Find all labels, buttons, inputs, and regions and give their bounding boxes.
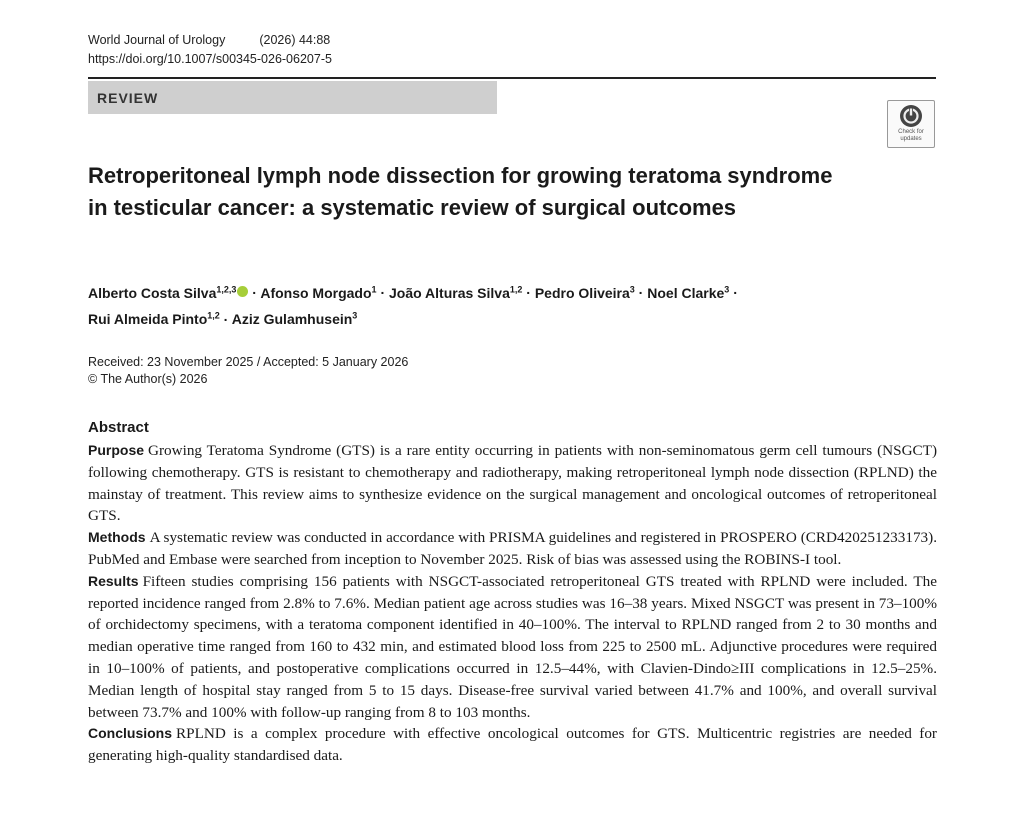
abstract-section-results: Results Fifteen studies comprising 156 patients with NSGCT-associated retroperitoneal GTS treated with RPLND were included. The reported incidence ranged from 2.8% to 7.6%. Median patient age across studies was 16–38 years. Mixed NSGCT was present in 73–100% of orchidectomy specimens, with a teratoma component identified in 40–100%. The interval to RPLND ranged from 2 to 30 months and median operative time ranged from 160 to 432 min, and estimated blood loss from 225 to 2500 mL. Adjunctive procedures were required in 10–100% of patients, and postoperative complications occurred in 12.5–44%, with Clavien-Dindo≥III complications in 12.5–25%. Median length of hospital stay ranged from 5 to 15 days. Disease-free survival varied between 41.7% and 100%, and overall survival between 73.7% and 100% with follow-up ranging from 8 to 103 months. <box>88 572 937 721</box>
author[interactable]: João Alturas Silva$^{1,2}$ <box>389 284 523 301</box>
author[interactable]: Rui Almeida Pinto$^{1,2}$ <box>88 310 220 328</box>
author[interactable]: Aziz Gulamhusein$^3$ <box>231 310 358 328</box>
publication-dates <box>88 354 408 388</box>
article-title: Retroperitoneal lymph node dissection for growing teratoma syndrome in testicular cancer: a systematic review of surgical outcomes <box>88 163 833 220</box>
journal-header <box>88 33 330 47</box>
author[interactable]: Noel Clarke$^3$ <box>647 284 730 301</box>
article-type-banner: REVIEW <box>88 81 497 114</box>
journal-citation: (2026) 44:88 <box>259 33 331 47</box>
header-divider <box>88 77 936 79</box>
received-accepted-dates: Received: 23 November 2025 / Accepted: 5 January 2026 <box>88 355 409 369</box>
abstract-body <box>88 440 937 767</box>
author-list: Alberto Costa Silva$^{1,2,3}$ · Afonso Morgado$^1$ · João Alturas Silva$^{1,2}$ · Pedro Oliveira$^3$ · Noel Clarke$^3$ · Rui Almeida Pinto$^{1,2}$ · Aziz Gulamhusein$^3$ <box>88 284 738 328</box>
abstract-section-conclusions: Conclusions RPLND is a complex procedure with effective oncological outcomes for GTS. Multicentric registries are needed for generating high-quality standardised data. <box>88 725 937 765</box>
author[interactable]: Alberto Costa Silva$^{1,2,3}$ <box>88 284 237 301</box>
author[interactable]: Afonso Morgado$^1$ <box>260 284 377 301</box>
orcid-icon[interactable] <box>237 286 248 297</box>
check-for-updates-badge[interactable] <box>887 100 935 148</box>
abstract-section-purpose: Purpose Growing Teratoma Syndrome (GTS) is a rare entity occurring in patients with non-seminomatous germ cell tumours (NSGCT) following chemotherapy. GTS is resistant to chemotherapy and radiotherapy, making retroperitoneal lymph node dissection (RPLND) the mainstay of treatment. This review aims to synthesize evidence on the surgical management and oncological outcomes of retroperitoneal GTS. <box>88 442 937 525</box>
journal-name: World Journal of Urology <box>88 33 226 47</box>
check-for-updates-icon <box>899 104 923 128</box>
doi-link[interactable]: https://doi.org/10.1007/s00345-026-06207-5 <box>88 52 332 66</box>
abstract-heading: Abstract <box>88 419 149 436</box>
check-for-updates-label: Check for updates <box>898 129 924 142</box>
abstract-section-methods: Methods A systematic review was conducted in accordance with PRISMA guidelines and registered in PROSPERO (CRD420251233173). PubMed and Embase were searched from inception to November 2025. Risk of bias was assessed using the ROBINS-I tool. <box>88 529 937 568</box>
copyright-notice: © The Author(s) 2026 <box>88 372 208 386</box>
author[interactable]: Pedro Oliveira$^3$ <box>534 284 635 301</box>
